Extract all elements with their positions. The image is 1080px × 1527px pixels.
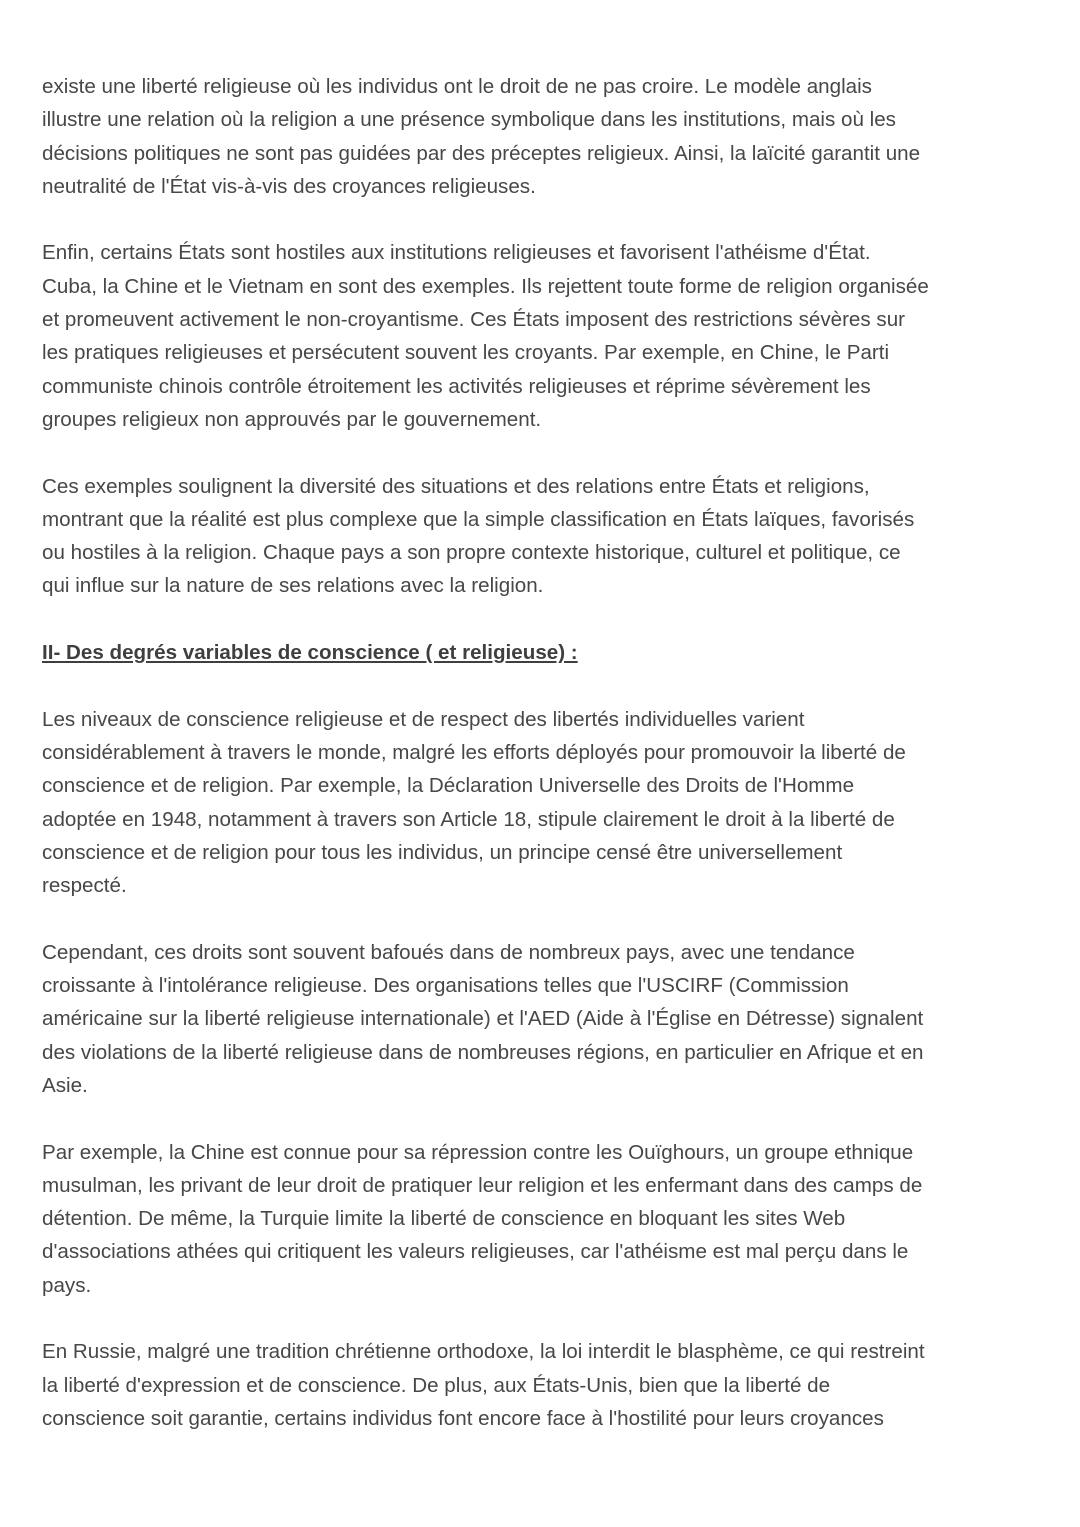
section-before [42, 70, 1042, 603]
text-line: Cuba, la Chine et le Vietnam en sont des exemples. Ils rejettent toute forme de religion organisée [42, 274, 929, 298]
text-line: Les niveaux de conscience religieuse et de respect des libertés individuelles varient [42, 707, 805, 731]
text-line: d'associations athées qui critiquent les valeurs religieuses, car l'athéisme est mal perçu dans le [42, 1240, 909, 1264]
text-line: existe une liberté religieuse où les individus ont le droit de ne pas croire. Le modèle anglais [42, 75, 872, 98]
text-line: Ces exemples soulignent la diversité des situations et des relations entre États et religions, [42, 474, 870, 498]
text-line: des violations de la liberté religieuse dans de nombreuses régions, en particulier en Afrique et en [42, 1040, 924, 1064]
text-line: les pratiques religieuses et persécutent souvent les croyants. Par exemple, en Chine, le Parti [42, 341, 890, 365]
section-after [42, 703, 1042, 1436]
paragraph [42, 936, 1042, 1102]
text-line: conscience et de religion pour tous les individus, un principe censé être universellement [42, 840, 843, 864]
paragraph [42, 70, 1042, 203]
text-line: ou hostiles à la religion. Chaque pays a son propre contexte historique, culturel et politique, ce [42, 541, 901, 565]
paragraph [42, 1136, 1042, 1302]
paragraph [42, 236, 1042, 436]
text-line: Cependant, ces droits sont souvent bafoués dans de nombreux pays, avec une tendance [42, 940, 855, 964]
text-line: conscience soit garantie, certains individus font encore face à l'hostilité pour leurs croyances [42, 1406, 884, 1430]
paragraph [42, 470, 1042, 603]
document-page [42, 70, 1042, 1468]
paragraph [42, 1335, 1042, 1435]
text-line: et promeuvent activement le non-croyantisme. Ces États imposent des restrictions sévères sur [42, 308, 906, 332]
text-line: la liberté d'expression et de conscience. De plus, aux États-Unis, bien que la liberté de [42, 1373, 831, 1397]
text-line: détention. De même, la Turquie limite la liberté de conscience en bloquant les sites Web [42, 1207, 846, 1231]
paragraph [42, 703, 1042, 903]
text-line: croissante à l'intolérance religieuse. Des organisations telles que l'USCIRF (Commission [42, 974, 849, 998]
text-line: qui influe sur la nature de ses relations avec la religion. [42, 574, 544, 598]
text-line: neutralité de l'État vis-à-vis des croyances religieuses. [42, 174, 536, 198]
text-line: groupes religieux non approuvés par le gouvernement. [42, 407, 542, 431]
text-line: illustre une relation où la religion a une présence symbolique dans les institutions, mais où les [42, 108, 896, 132]
text-line: respecté. [42, 874, 127, 898]
text-line: En Russie, malgré une tradition chrétienne orthodoxe, la loi interdit le blasphème, ce qui restreint [42, 1340, 925, 1364]
text-line: musulman, les privant de leur droit de pratiquer leur religion et les enfermant dans des camps de [42, 1173, 923, 1197]
text-line: considérablement à travers le monde, malgré les efforts déployés pour promouvoir la liberté de [42, 740, 906, 764]
text-line: Enfin, certains États sont hostiles aux institutions religieuses et favorisent l'athéisme d'État. [42, 241, 871, 265]
text-line: pays. [42, 1273, 92, 1297]
text-line: décisions politiques ne sont pas guidées par des préceptes religieux. Ainsi, la laïcité garantit une [42, 141, 921, 165]
section-heading: II- Des degrés variables de conscience ( et religieuse) : [42, 641, 578, 665]
text-line: américaine sur la liberté religieuse internationale) et l'AED (Aide à l'Église en Détresse) signalent [42, 1007, 924, 1031]
text-line: Par exemple, la Chine est connue pour sa répression contre les Ouïghours, un groupe ethnique [42, 1140, 914, 1164]
text-line: Asie. [42, 1073, 88, 1097]
text-line: communiste chinois contrôle étroitement les activités religieuses et réprime sévèrement les [42, 374, 871, 398]
text-line: conscience et de religion. Par exemple, la Déclaration Universelle des Droits de l'Homme [42, 774, 855, 798]
text-line: adoptée en 1948, notamment à travers son Article 18, stipule clairement le droit à la liberté de [42, 807, 895, 831]
text-line: montrant que la réalité est plus complexe que la simple classification en États laïques, favorisés [42, 507, 915, 531]
